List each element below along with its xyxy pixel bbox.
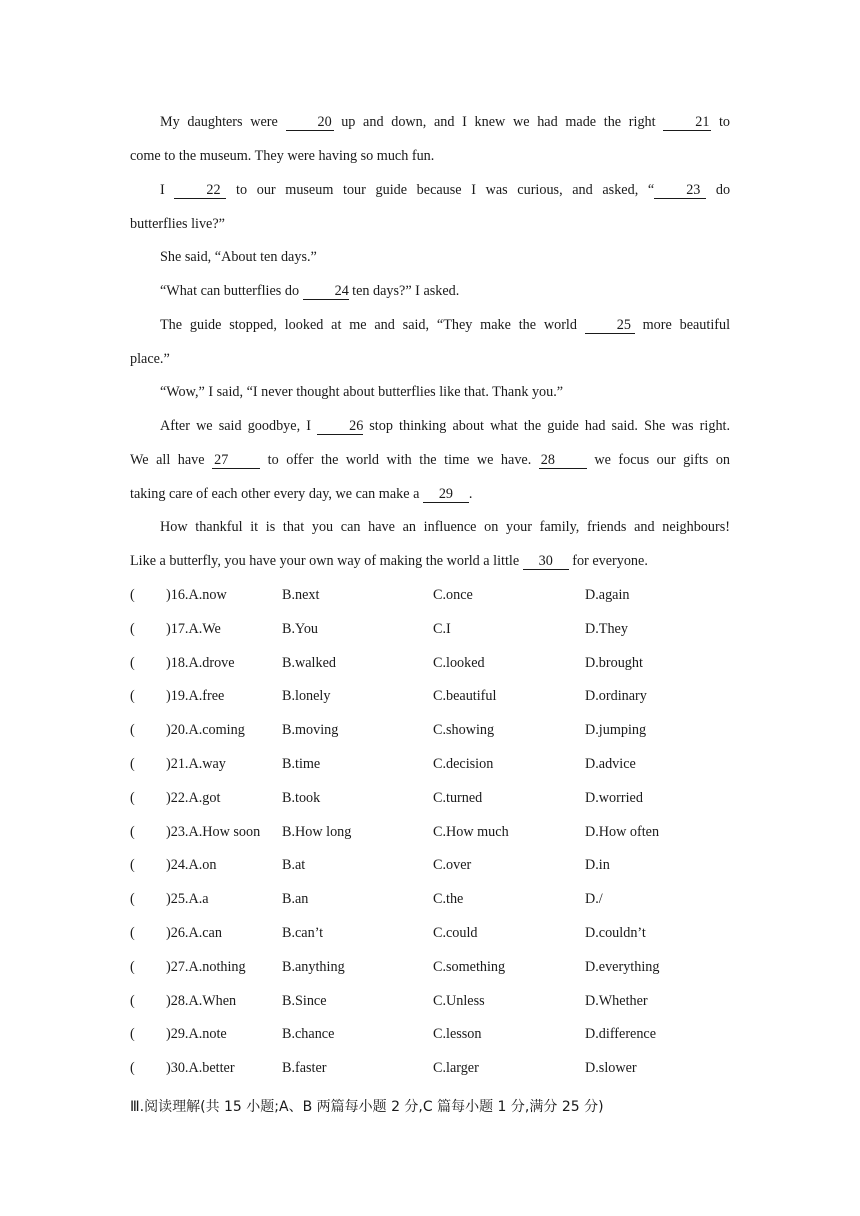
passage-text: My daughters were: [160, 114, 278, 130]
option-d: D.ordinary: [585, 688, 647, 705]
passage-text: up and down, and I knew we had made the right: [341, 114, 656, 130]
section-heading: Ⅲ.阅读理解(共 15 小题;A、B 两篇每小题 2 分,C 篇每小题 1 分,满分 25 分): [130, 1099, 604, 1115]
option-d: D.advice: [585, 755, 636, 772]
answer-paren: (: [130, 755, 135, 772]
paragraph-line: [130, 105, 730, 139]
paragraph-8: [130, 510, 730, 578]
passage-text: After we said goodbye, I: [160, 418, 311, 434]
option-c: C.I: [433, 620, 451, 637]
option-b: B.time: [282, 755, 321, 772]
answer-paren: (: [130, 823, 135, 840]
paragraph-line: How thankful it is that you can have an influence on your family, friends and neighbours!: [160, 519, 730, 535]
option-a: )17.A.We: [166, 620, 221, 637]
option-d: D.difference: [585, 1026, 657, 1043]
blank-25: 25: [585, 317, 635, 334]
passage-text: do: [715, 182, 731, 198]
answer-paren: (: [130, 587, 135, 603]
option-a: )21.A.way: [166, 755, 226, 772]
option-a: )25.A.a: [166, 891, 209, 908]
paragraph-line: [130, 274, 730, 308]
option-d: D.everything: [585, 958, 660, 975]
option-b: B.walked: [282, 654, 336, 671]
option-b: B.lonely: [282, 688, 331, 705]
passage-text: We all have: [130, 452, 205, 468]
option-c: C.something: [433, 958, 506, 975]
paragraph-line: [130, 308, 730, 342]
paragraph-3: [130, 240, 730, 274]
option-b: B.chance: [282, 1026, 335, 1043]
passage-text: .: [468, 486, 473, 502]
passage-text: to offer the world with the time we have.: [267, 452, 532, 468]
option-c: C.lesson: [433, 1026, 482, 1043]
paragraph-line: [130, 173, 730, 207]
option-a: )24.A.on: [166, 857, 217, 874]
paragraph-line: [130, 544, 730, 578]
paragraph-line: “Wow,” I said, “I never thought about butterflies like that. Thank you.”: [160, 384, 564, 400]
option-d: D.Whether: [585, 992, 648, 1009]
paragraph-6: [130, 375, 730, 409]
passage-text: I: [160, 182, 165, 198]
answer-paren: (: [130, 789, 135, 806]
answer-paren: (: [130, 620, 135, 637]
option-d: D.in: [585, 857, 610, 874]
blank-27: 27: [212, 452, 260, 469]
option-b: B.can’t: [282, 924, 324, 941]
paragraph-line: place.”: [130, 351, 170, 367]
option-d: D./: [585, 891, 603, 908]
option-a: )28.A.When: [166, 992, 237, 1009]
question-row: [130, 815, 730, 849]
option-b: B.took: [282, 789, 321, 806]
paragraph-line: She said, “About ten days.”: [160, 249, 317, 265]
option-a: )27.A.nothing: [166, 958, 246, 975]
blank-30: 30: [523, 553, 569, 570]
question-row: [130, 612, 730, 646]
option-d: D.jumping: [585, 722, 647, 739]
option-d: D.couldn’t: [585, 924, 646, 941]
paragraph-line: [130, 409, 730, 443]
question-row: [130, 747, 730, 781]
question-row: [130, 916, 730, 950]
paragraph-5: [130, 308, 730, 376]
answer-paren: (: [130, 958, 135, 975]
option-d: D.worried: [585, 789, 643, 806]
option-b: B.moving: [282, 722, 339, 739]
answer-paren: (: [130, 722, 135, 739]
option-b: B.faster: [282, 1060, 327, 1077]
passage-text: Like a butterfly, you have your own way of making the world a little: [130, 553, 520, 569]
option-d: D.brought: [585, 654, 643, 671]
paragraph-line: [130, 443, 730, 477]
question-row: [130, 1051, 730, 1085]
passage-text: to our museum tour guide because I was curious, and asked, “: [236, 182, 655, 198]
option-b: B.next: [282, 587, 320, 603]
option-c: C.decision: [433, 755, 494, 772]
option-c: C.turned: [433, 789, 483, 806]
paragraph-line: butterflies live?”: [130, 216, 225, 232]
answer-paren: (: [130, 688, 135, 705]
options-list: [130, 578, 730, 1085]
option-d: D.again: [585, 587, 630, 603]
answer-paren: (: [130, 992, 135, 1009]
blank-28: 28: [539, 452, 587, 469]
question-row: [130, 679, 730, 713]
option-c: C.larger: [433, 1060, 479, 1077]
option-c: C.the: [433, 891, 464, 908]
option-d: D.How often: [585, 823, 660, 840]
passage-text: more beautiful: [642, 317, 731, 333]
option-c: C.could: [433, 924, 478, 941]
option-c: C.beautiful: [433, 688, 497, 705]
blank-24: 24: [303, 283, 349, 300]
option-a: )19.A.free: [166, 688, 225, 705]
answer-paren: (: [130, 1060, 135, 1077]
question-row: [130, 1017, 730, 1051]
passage-text: stop thinking about what the guide had said. She was right.: [369, 418, 731, 434]
blank-26: 26: [317, 418, 363, 435]
passage-text: we focus our gifts on: [594, 452, 731, 468]
passage-text: The guide stopped, looked at me and said, “They make the world: [160, 317, 577, 333]
question-row: [130, 848, 730, 882]
question-row: [130, 781, 730, 815]
option-b: B.How long: [282, 823, 352, 840]
question-row: [130, 950, 730, 984]
option-a: )20.A.coming: [166, 722, 245, 739]
option-a: )16.A.now: [166, 587, 227, 603]
option-c: C.once: [433, 587, 473, 603]
option-c: C.over: [433, 857, 472, 874]
option-b: B.Since: [282, 992, 327, 1009]
question-row: [130, 646, 730, 680]
option-c: C.showing: [433, 722, 495, 739]
paragraph-7: [130, 409, 730, 511]
question-row: [130, 713, 730, 747]
answer-paren: (: [130, 654, 135, 671]
option-b: B.You: [282, 620, 319, 637]
passage-text: to: [718, 114, 731, 130]
option-a: )22.A.got: [166, 789, 221, 806]
option-c: C.Unless: [433, 992, 485, 1009]
option-d: D.They: [585, 620, 628, 637]
paragraph-2: [130, 173, 730, 241]
option-a: )30.A.better: [166, 1060, 235, 1077]
option-c: C.How much: [433, 823, 509, 840]
blank-21: 21: [663, 114, 711, 131]
passage-text: “What can butterflies do: [160, 283, 300, 299]
question-row: [130, 578, 730, 612]
passage-text: for everyone.: [572, 553, 648, 569]
option-a: )26.A.can: [166, 924, 222, 941]
paragraph-1: [130, 105, 730, 173]
answer-paren: (: [130, 857, 135, 874]
answer-paren: (: [130, 1026, 135, 1043]
option-b: B.at: [282, 857, 306, 874]
blank-29: 29: [423, 486, 469, 503]
blank-23: 23: [654, 182, 706, 199]
passage-text: ten days?” I asked.: [352, 283, 460, 299]
paragraph-4: [130, 274, 730, 308]
passage-text: taking care of each other every day, we can make a: [130, 486, 420, 502]
option-c: C.looked: [433, 654, 485, 671]
blank-22: 22: [174, 182, 226, 199]
question-row: [130, 882, 730, 916]
paragraph-line: [130, 477, 730, 511]
question-row: [130, 984, 730, 1018]
option-b: B.an: [282, 891, 309, 908]
blank-20: 20: [286, 114, 334, 131]
answer-paren: (: [130, 924, 135, 941]
answer-paren: (: [130, 891, 135, 908]
option-a: )29.A.note: [166, 1026, 227, 1043]
option-a: )23.A.How soon: [166, 823, 261, 840]
paragraph-line: come to the museum. They were having so much fun.: [130, 148, 435, 164]
option-a: )18.A.drove: [166, 654, 235, 671]
option-d: D.slower: [585, 1060, 637, 1077]
option-b: B.anything: [282, 958, 345, 975]
